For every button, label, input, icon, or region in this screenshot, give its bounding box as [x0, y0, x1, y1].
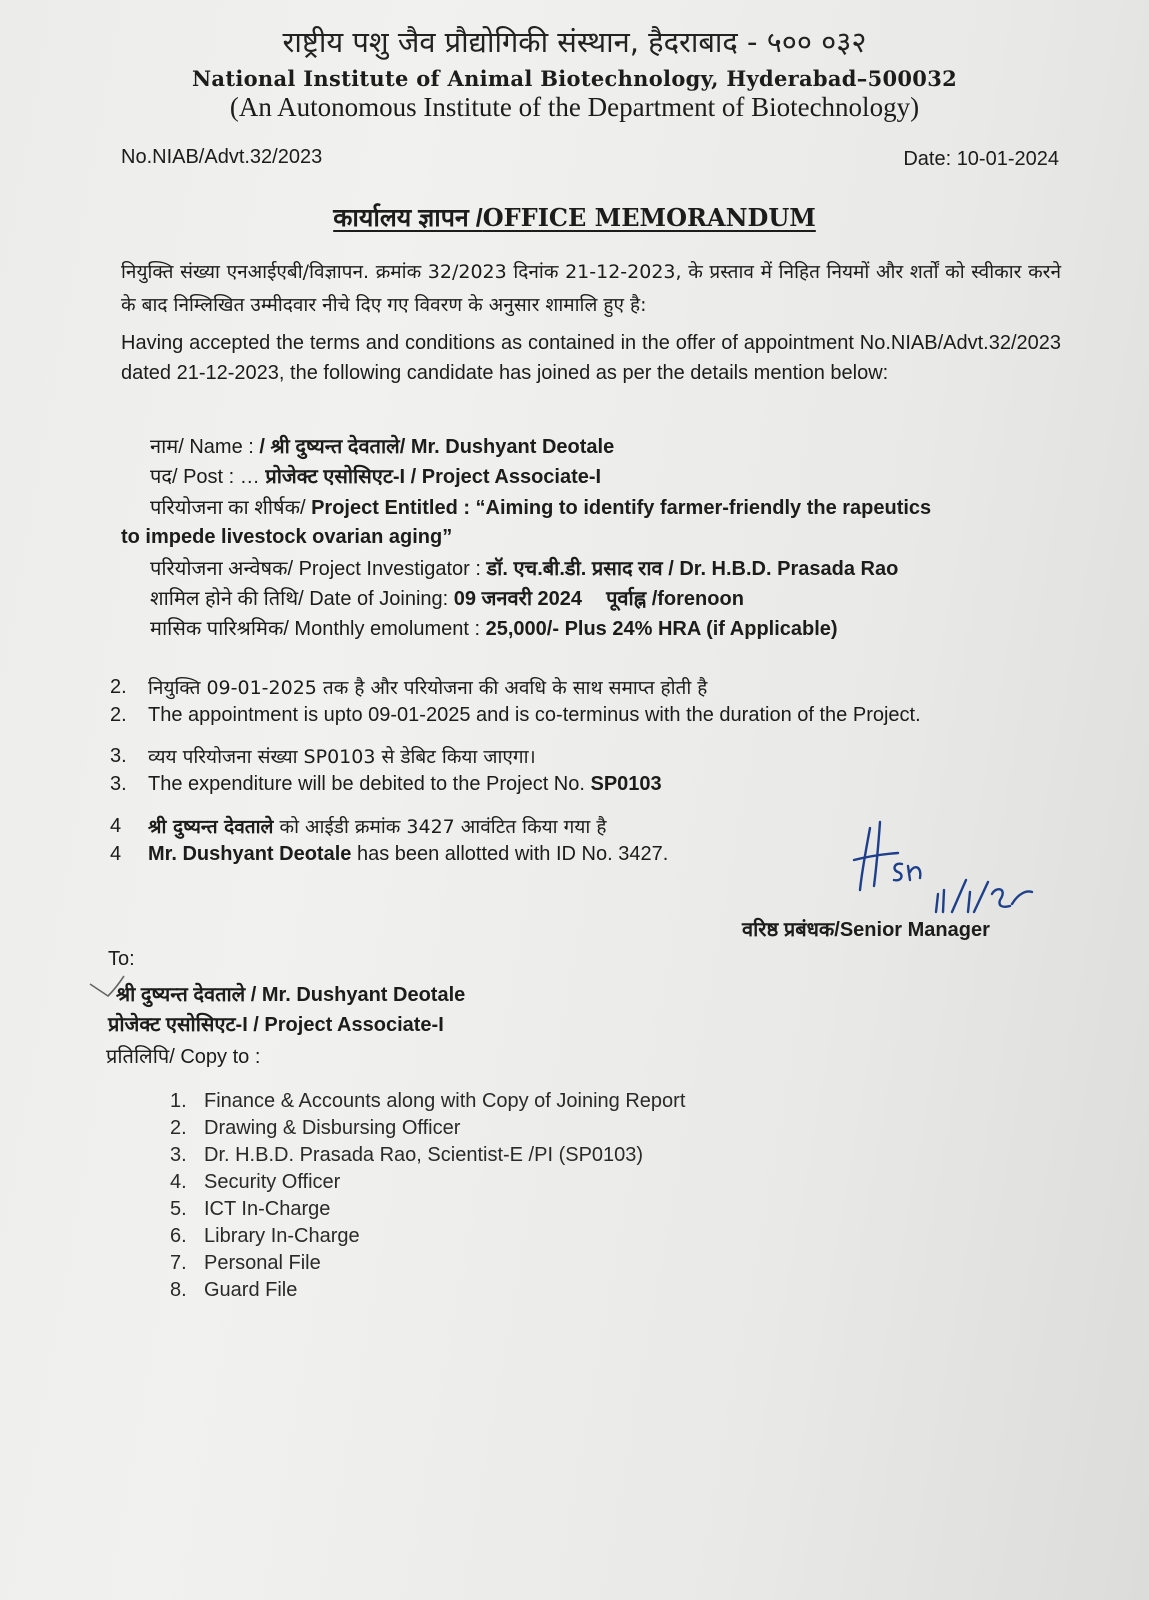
detail-date-of-joining	[150, 584, 744, 614]
to-post: प्रोजेक्ट एसोसिएट-I / Project Associate-I	[108, 1014, 444, 1036]
detail-doj-session: पूर्वाह्न /forenoon	[606, 588, 744, 610]
detail-project	[150, 493, 931, 523]
point-3-english	[148, 773, 662, 796]
copy-to-item: 4. Security Officer	[170, 1171, 341, 1193]
detail-post-value: प्रोजेक्ट एसोसिएट-I / Project Associate-I	[265, 466, 602, 488]
memo-title-english: OFFICE MEMORANDUM	[482, 203, 816, 232]
point-4-english-number: 4	[110, 843, 122, 865]
detail-doj-value: 09 जनवरी 2024	[453, 588, 583, 610]
detail-project-cont: to impede livestock ovarian aging”	[121, 526, 453, 548]
signatory-designation: वरिष्ठ प्रबंधक/Senior Manager	[742, 919, 990, 941]
point-4-hindi-number: 4	[110, 815, 122, 837]
point-4-hindi-name: श्री दुष्यन्त देवताले	[148, 816, 274, 838]
to-label: To:	[108, 948, 135, 970]
point-4-hindi-text: को आईडी क्रमांक 3427 आवंटित किया गया है	[273, 816, 607, 838]
detail-name-value: / श्री दुष्यन्त देवताले/ Mr. Dushyant Deotale	[259, 436, 615, 458]
handwritten-signature	[840, 820, 1040, 930]
copy-to-item: 2. Drawing & Disbursing Officer	[170, 1117, 461, 1139]
detail-investigator	[150, 554, 898, 584]
to-name: श्री दुष्यन्त देवताले / Mr. Dushyant Deotale	[116, 984, 466, 1006]
point-3-english-text: The expenditure will be debited to the Project No.	[148, 773, 591, 795]
copy-to-item: 3. Dr. H.B.D. Prasada Rao, Scientist-E /PI (SP0103)	[170, 1144, 644, 1166]
detail-emolument-value: 25,000/- Plus 24% HRA (if Applicable)	[485, 618, 838, 640]
copy-to-item: 7. Personal File	[170, 1252, 321, 1274]
detail-name-label: नाम/ Name :	[150, 436, 260, 458]
copy-to-item: 6. Library In-Charge	[170, 1225, 360, 1247]
detail-investigator-value: डॉ. एच.बी.डी. प्रसाद राव / Dr. H.B.D. Prasada Rao	[486, 558, 899, 580]
point-4-hindi	[148, 813, 606, 839]
detail-project-label: परियोजना का शीर्षक/	[150, 497, 312, 519]
copy-to-label: प्रतिलिपि/ Copy to :	[106, 1046, 261, 1068]
header-institute-name: National Institute of Animal Biotechnology, Hyderabad–500032	[191, 66, 958, 91]
memo-title	[0, 200, 1149, 234]
detail-emolument-label: मासिक पारिश्रमिक/ Monthly emolument :	[150, 618, 486, 640]
point-3-hindi: व्यय परियोजना संख्या SP0103 से डेबिट किया जाएगा।	[148, 746, 536, 768]
copy-to-list	[170, 1088, 685, 1304]
point-4-english-text: has been allotted with ID No. 3427.	[351, 843, 669, 865]
detail-post-label: पद/ Post :	[150, 466, 240, 488]
memo-title-hindi: कार्यालय ज्ञापन /	[333, 204, 483, 232]
intro-english: Having accepted the terms and conditions as contained in the offer of appointment No.NIAB/Advt.32/2023 dated 21-12-2023, the following candidate has joined as per the details mention below:	[121, 332, 1061, 384]
detail-investigator-label: परियोजना अन्वेषक/ Project Investigator :	[150, 558, 487, 580]
point-3-english-number: 3.	[110, 773, 127, 795]
copy-to-item: 5. ICT In-Charge	[170, 1198, 331, 1220]
reference-number: No.NIAB/Advt.32/2023	[121, 146, 323, 168]
point-4-english	[148, 843, 668, 866]
point-2-english-number: 2.	[110, 704, 127, 726]
intro-hindi: नियुक्ति संख्या एनआईएबी/विज्ञापन. क्रमांक 32/2023 दिनांक 21-12-2023, के प्रस्ताव में निहित नियमों और शर्तों को स्वीकार करने के बाद निम्लिखित उम्मीदवार नीचे दिए गए विवरण के अनुसार शामालि हुए है:	[121, 261, 1061, 316]
detail-name	[150, 432, 614, 462]
detail-doj-label: शामिल होने की तिथि/ Date of Joining:	[150, 588, 454, 610]
point-2-english: The appointment is upto 09-01-2025 and is co-terminus with the duration of the Project.	[148, 704, 921, 726]
detail-project-value: Project Entitled : “Aiming to identify farmer-friendly the rapeutics	[311, 497, 932, 519]
copy-to-item: 8. Guard File	[170, 1279, 298, 1301]
detail-post-dots: …	[239, 466, 266, 488]
detail-post	[150, 462, 601, 492]
header-subtitle: (An Autonomous Institute of the Department of Biotechnology)	[229, 92, 920, 122]
detail-emolument	[150, 614, 838, 644]
header-hindi: राष्ट्रीय पशु जैव प्रौद्योगिकी संस्थान, हैदराबाद - ५०० ०३२	[282, 25, 867, 59]
memo-date: Date: 10-01-2024	[903, 148, 1059, 170]
point-3-project-no: SP0103	[590, 773, 662, 795]
copy-to-item: 1. Finance & Accounts along with Copy of Joining Report	[170, 1090, 686, 1112]
point-2-hindi: नियुक्ति 09-01-2025 तक है और परियोजना की अवधि के साथ समाप्त होती है	[148, 677, 708, 699]
point-2-hindi-number: 2.	[110, 676, 127, 698]
point-4-english-name: Mr. Dushyant Deotale	[148, 843, 352, 865]
point-3-hindi-number: 3.	[110, 745, 127, 767]
